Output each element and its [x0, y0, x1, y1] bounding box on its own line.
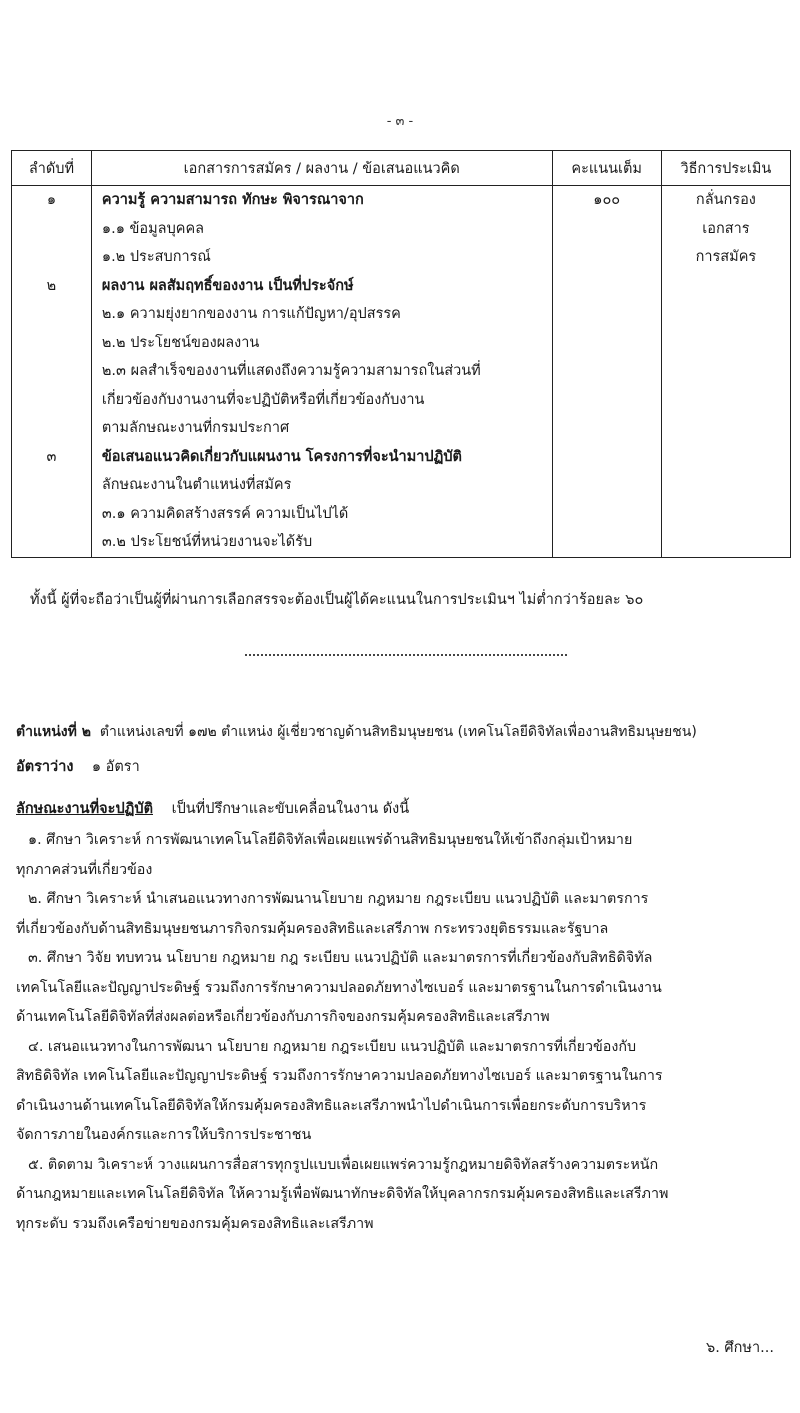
item-number: ๑: [46, 192, 57, 208]
duty-line: ทุกภาคส่วนที่เกี่ยวข้อง: [16, 861, 153, 878]
method-column: [661, 186, 790, 558]
method-line: กลั่นกรอง: [695, 192, 756, 208]
item-number: [12, 215, 91, 244]
duty-line: สิทธิดิจิทัล เทคโนโลยีและปัญญาประดิษฐ์ รวมถึงการรักษาความปลอดภัยทางไซเบอร์ และมาตรฐานในการ: [16, 1068, 663, 1084]
criterion-subitem: ๓.๒ ประโยชน์ที่หน่วยงานจะได้รับ: [101, 534, 313, 550]
criterion-heading: ข้อเสนอแนวคิดเกี่ยวกับแผนงาน โครงการที่จะนำมาปฏิบัติ: [101, 448, 462, 465]
duty-line: ๑. ศึกษา วิเคราะห์ การพัฒนาเทคโนโลยีดิจิทัลเพื่อเผยแพร่ด้านสิทธิมนุษยชนให้เข้าถึงกลุ่มเป้าหมาย: [28, 832, 633, 848]
item-number: ๓: [46, 448, 57, 465]
vacancy-value: ๑ อัตรา: [91, 759, 140, 775]
duties-list: [16, 826, 792, 1239]
duty-item: [16, 826, 792, 885]
duties-heading-line: [16, 797, 409, 820]
full-score-column: [552, 186, 661, 558]
criterion-subitem: ๒.๓ ผลสำเร็จของงานที่แสดงถึงความรู้ความสามารถในส่วนที่: [101, 363, 481, 379]
item-number: [12, 386, 91, 415]
criterion-heading: ความรู้ ความสามารถ ทักษะ พิจารณาจาก: [101, 192, 364, 208]
criterion-heading: ผลงาน ผลสัมฤทธิ์ของงาน เป็นที่ประจักษ์: [101, 277, 354, 294]
duties-intro: เป็นที่ปรึกษาและขับเคลื่อนในงาน ดังนี้: [171, 801, 410, 817]
duty-line: ๓. ศึกษา วิจัย ทบทวน นโยบาย กฎหมาย กฎ ระเบียบ แนวปฏิบัติ และมาตรการที่เกี่ยวข้องกับสิทธิดิจิทัล: [28, 950, 653, 966]
criterion-subitem: ๑.๒ ประสบการณ์: [101, 249, 211, 265]
number-column: [12, 186, 92, 558]
duties-heading: ลักษณะงานที่จะปฏิบัติ: [16, 801, 153, 817]
header-full-score: คะแนนเต็ม: [552, 151, 661, 186]
criterion-subitem: ๑.๑ ข้อมูลบุคคล: [101, 220, 205, 237]
table-header-row: [12, 151, 791, 186]
duty-line: ๔. เสนอแนวทางในการพัฒนา นโยบาย กฎหมาย กฎระเบียบ แนวปฏิบัติ และมาตรการที่เกี่ยวข้องกับ: [28, 1038, 637, 1055]
position-detail: ตำแหน่งเลขที่ ๑๗๒ ตำแหน่ง ผู้เชี่ยวชาญด้านสิทธิมนุษยชน (เทคโนโลยีดิจิทัลเพื่องานสิทธิมนุษยชน): [99, 724, 697, 740]
duty-line: จัดการภายในองค์กรและการให้บริการประชาชน: [16, 1127, 312, 1143]
item-number: [12, 471, 91, 500]
criterion-subitem: ลักษณะงานในตำแหน่งที่สมัคร: [101, 477, 292, 493]
duty-item: [16, 1151, 792, 1240]
duty-line: ๒. ศึกษา วิเคราะห์ นำเสนอแนวทางการพัฒนานโยบาย กฎหมาย กฎระเบียบ แนวปฏิบัติ และมาตรการ: [28, 891, 649, 907]
duty-line: ด้านกฎหมายและเทคโนโลยีดิจิทัล ให้ความรู้เพื่อพัฒนาทักษะดิจิทัลให้บุคลากรกรมคุ้มครองสิทธิและเสรีภาพ: [16, 1186, 669, 1202]
duty-line: ทุกระดับ รวมถึงเครือข่ายของกรมคุ้มครองสิทธิและเสรีภาพ: [16, 1215, 374, 1232]
duty-line: ที่เกี่ยวข้องกับด้านสิทธิมนุษยชนภารกิจกรมคุ้มครองสิทธิและเสรีภาพ กระทรวงยุติธรรมและรัฐบาล: [16, 920, 609, 937]
item-number: [12, 329, 91, 358]
duty-line: เทคโนโลยีและปัญญาประดิษฐ์ รวมถึงการรักษาความปลอดภัยทางไซเบอร์ และมาตรฐานในการดำเนินงาน: [16, 979, 662, 996]
criterion-subitem: ตามลักษณะงานที่กรมประกาศ: [101, 420, 290, 436]
criterion-subitem: เกี่ยวข้องกับงานงานที่จะปฏิบัติหรือที่เกี่ยวข้องกับงาน: [101, 391, 425, 408]
method-line: เอกสาร: [702, 220, 750, 237]
page-number: - ๓ -: [386, 114, 414, 129]
item-number: [12, 528, 91, 557]
continuation-marker: ๖. ศึกษา...: [706, 1340, 774, 1356]
item-number: ๒: [46, 277, 57, 294]
position-label: ตำแหน่งที่ ๒: [16, 724, 91, 740]
duty-line: ๕. ติดตาม วิเคราะห์ วางแผนการสื่อสารทุกรูปแบบเพื่อเผยแพร่ความรู้กฎหมายดิจิทัลสร้างความตระหนัก: [28, 1156, 659, 1173]
criterion-subitem: ๒.๑ ความยุ่งยากของงาน การแก้ปัญหา/อุปสรรค: [101, 306, 401, 322]
header-method: วิธีการประเมิน: [661, 151, 790, 186]
item-number: [12, 357, 91, 386]
item-number: [12, 414, 91, 443]
method-line: การสมัคร: [695, 249, 757, 265]
item-number: [12, 243, 91, 272]
header-no: ลำดับที่: [12, 151, 92, 186]
duty-item: [16, 944, 792, 1033]
criterion-subitem: ๓.๑ ความคิดสร้างสรรค์ ความเป็นไปได้: [101, 505, 349, 522]
duty-line: ด้านเทคโนโลยีดิจิทัลที่ส่งผลต่อหรือเกี่ยวข้องกับภารกิจของกรมคุ้มครองสิทธิและเสรีภาพ: [16, 1009, 550, 1025]
duty-line: ดำเนินงานด้านเทคโนโลยีดิจิทัลให้กรมคุ้มครองสิทธิและเสรีภาพนำไปดำเนินการเพื่อยกระดับการบริหาร: [16, 1097, 647, 1114]
document-column: [91, 186, 552, 558]
criterion-subitem: ๒.๒ ประโยชน์ของผลงาน: [101, 334, 260, 351]
item-number: [12, 300, 91, 329]
passing-criteria-note: ทั้งนี้ ผู้ที่จะถือว่าเป็นผู้ที่ผ่านการเลือกสรรจะต้องเป็นผู้ได้คะแนนในการประเมินฯ ไม่ต่ำกว่าร้อยละ ๖๐: [30, 592, 644, 608]
position-title: [16, 721, 697, 743]
vacancy-label: อัตราว่าง: [16, 759, 74, 775]
dotted-separator: [245, 648, 567, 656]
duty-item: [16, 885, 792, 944]
evaluation-table: [11, 150, 791, 558]
duty-item: [16, 1033, 792, 1151]
header-document: เอกสารการสมัคร / ผลงาน / ข้อเสนอแนวคิด: [91, 151, 552, 186]
item-number: [12, 500, 91, 529]
vacancy-line: [16, 755, 140, 778]
full-score-value: ๑๐๐: [593, 192, 621, 208]
table-body-row: [12, 186, 791, 558]
